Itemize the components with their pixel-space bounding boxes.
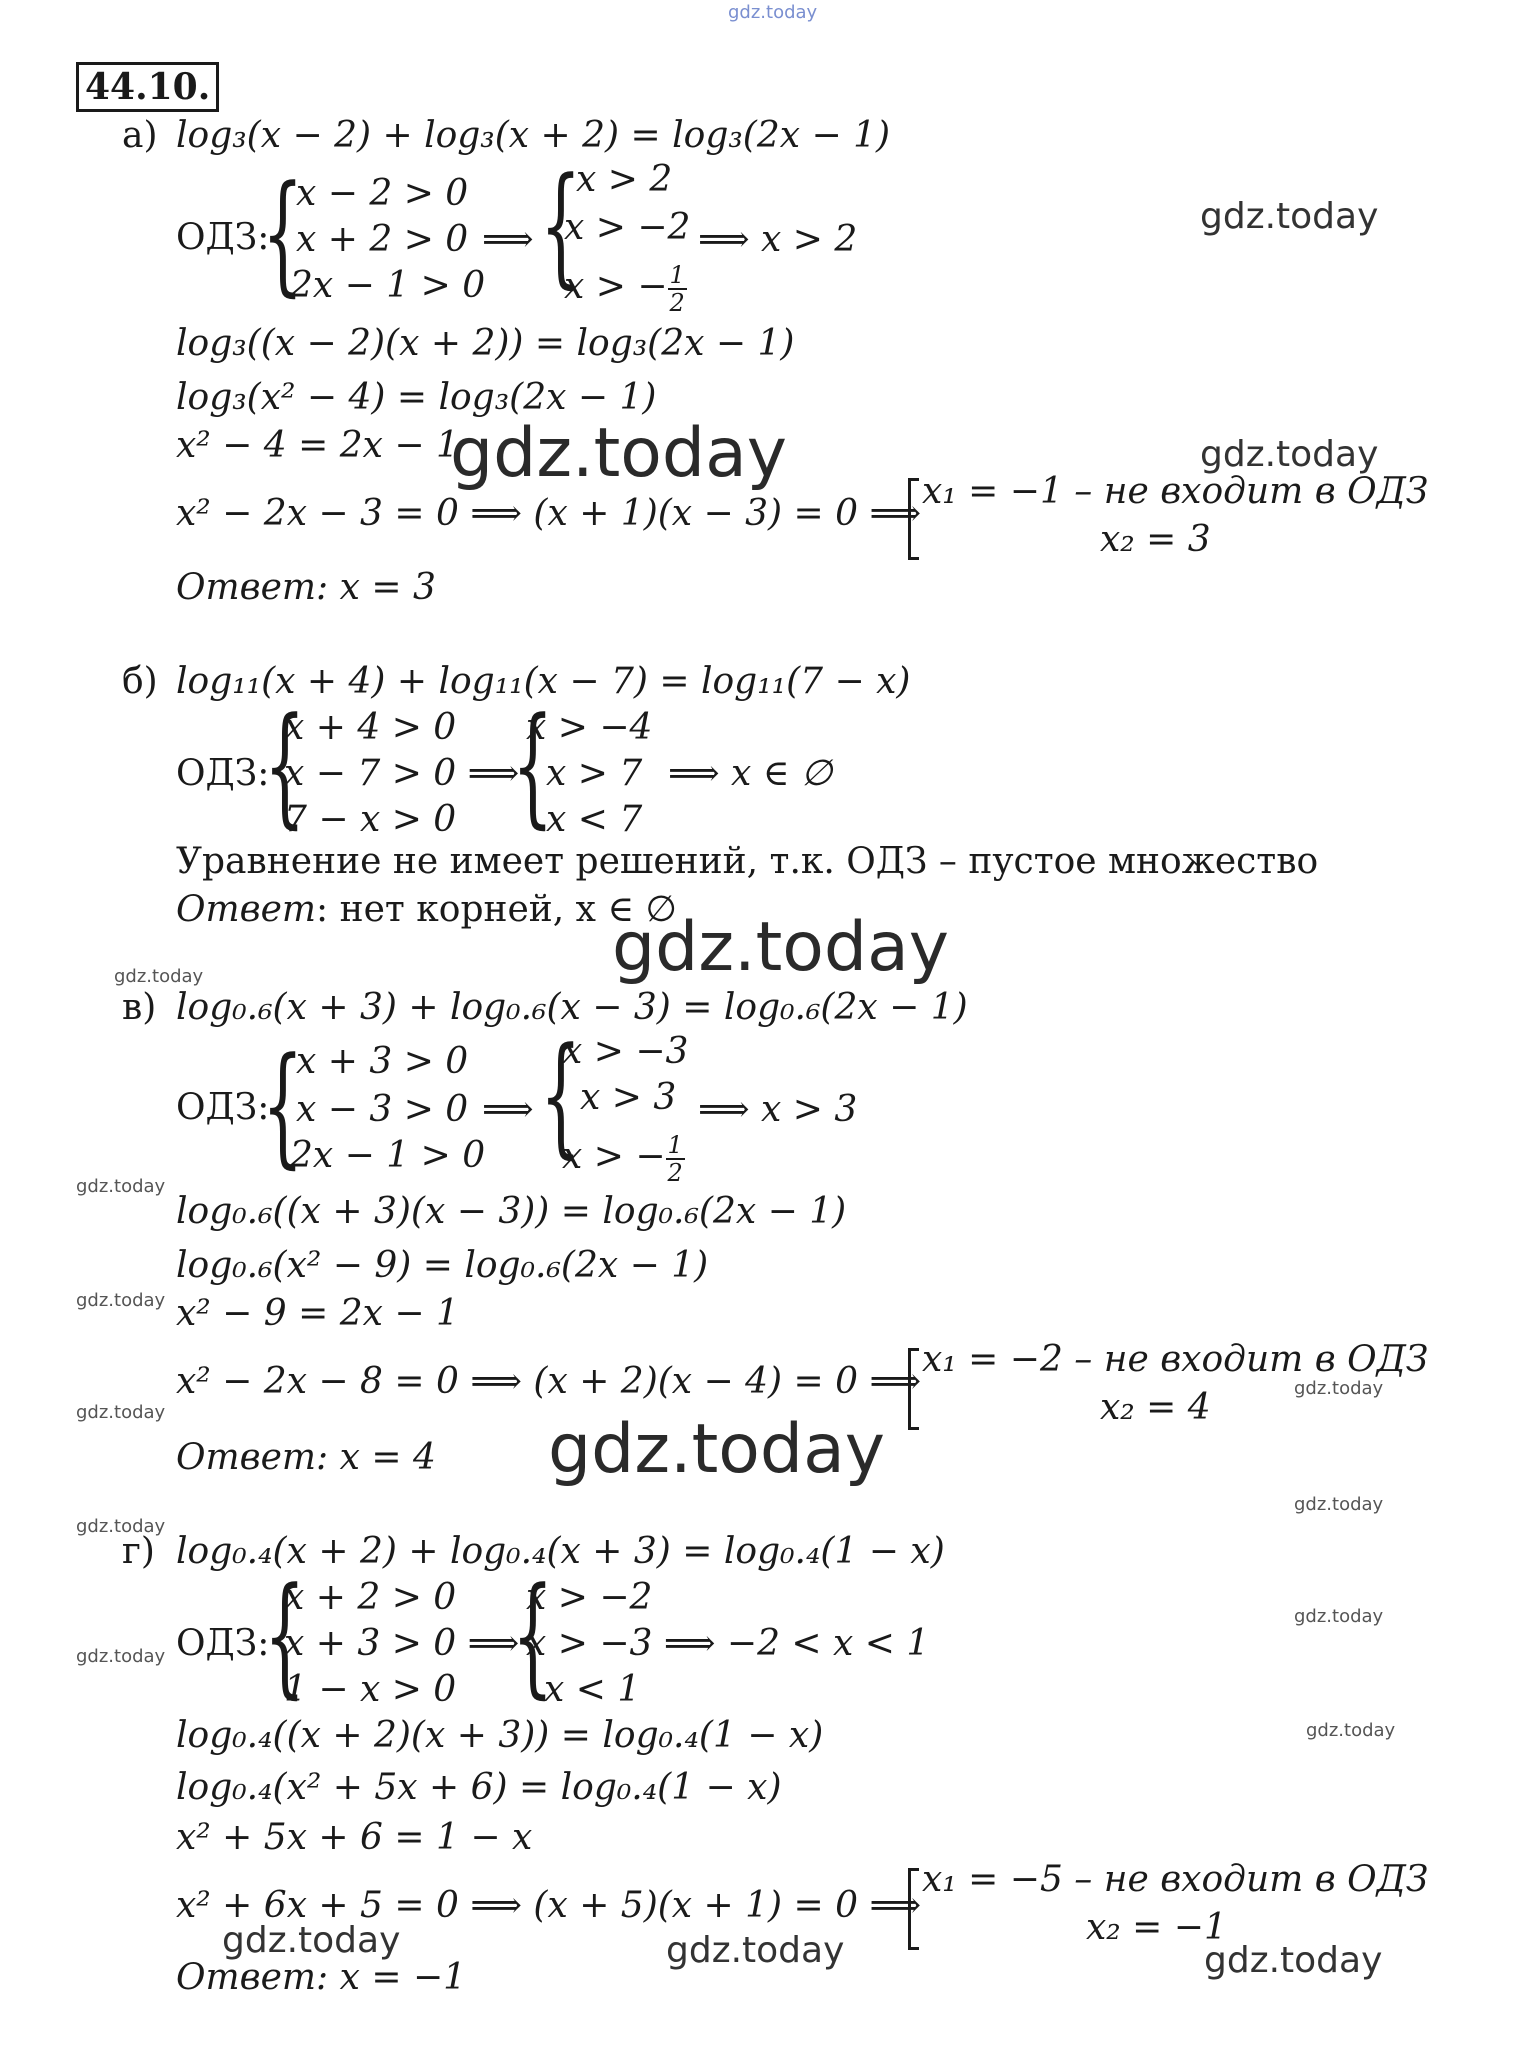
part-v-bracket [908, 1348, 919, 1430]
part-g-step4: x² + 6x + 5 = 0 ⟹ (x + 5)(x + 1) = 0 ⟹ [176, 1885, 922, 1926]
problem-number: 44.10. [76, 62, 219, 112]
part-b-sys1-line3: 7 − x > 0 [284, 799, 457, 840]
part-a-sys2-line3: x > − $\frac{1}{2}$ [564, 261, 685, 317]
watermark: gdz.today [76, 1516, 166, 1537]
watermark: gdz.today [76, 1646, 166, 1667]
watermark: gdz.today [612, 908, 949, 987]
part-g-bracket [908, 1868, 919, 1950]
part-a-root1: x₁ = −1 – не входит в ОДЗ [922, 471, 1429, 512]
part-a-sys1-line1: x − 2 > 0 [296, 173, 469, 214]
part-v-sys1-line1: x + 3 > 0 [296, 1041, 469, 1082]
watermark: gdz.today [114, 966, 204, 987]
part-a-answer: Ответ: x = 3 [176, 567, 436, 608]
part-a-sys2-line2: x > −2 [564, 207, 691, 248]
watermark-top: gdz.today [728, 2, 818, 23]
part-a-bracket [908, 478, 919, 560]
part-b-equation: log₁₁(x + 4) + log₁₁(x − 7) = log₁₁(7 − x) [176, 661, 911, 702]
part-a-sys1-line2: x + 2 > 0 [296, 219, 469, 260]
part-b-sys1-line2: x − 7 > 0 ⟹ [284, 753, 520, 794]
part-v-sys1-line3: 2x − 1 > 0 [290, 1135, 486, 1176]
part-a-label: а) [122, 115, 158, 156]
part-v-root2: x₂ = 4 [1100, 1387, 1211, 1428]
part-g-sys2-line2: x > −3 ⟹ −2 < x < 1 [526, 1623, 930, 1664]
part-v-sys2-line2: x > 3 [580, 1077, 677, 1118]
part-b-brace-1: { [264, 689, 306, 841]
watermark: gdz.today [76, 1176, 166, 1197]
part-g-sys2-line3: x < 1 [544, 1669, 641, 1710]
part-g-sys2-line1: x > −2 [526, 1577, 653, 1618]
part-a-step4: x² − 2x − 3 = 0 ⟹ (x + 1)(x − 3) = 0 ⟹ [176, 493, 922, 534]
part-a-step1: log₃((x − 2)(x + 2)) = log₃(2x − 1) [176, 323, 795, 364]
part-a-sys1-line3: 2x − 1 > 0 [290, 265, 486, 306]
part-b-sys2-line1: x > −4 [526, 707, 653, 748]
watermark: gdz.today [450, 414, 787, 493]
part-v-label: в) [122, 987, 157, 1028]
part-v-sys-result: ⟹ x > 3 [698, 1089, 858, 1130]
part-v-odz-label: ОДЗ: [176, 1087, 270, 1128]
part-v-answer: Ответ: x = 4 [176, 1437, 436, 1478]
part-a-step2: log₃(x² − 4) = log₃(2x − 1) [176, 377, 657, 418]
part-b-sys-result: ⟹ x ∈ ∅ [668, 753, 833, 794]
watermark: gdz.today [76, 1402, 166, 1423]
part-b-sys1-line1: x + 4 > 0 [284, 707, 457, 748]
part-v-sys2-line3: x > − $\frac{1}{2}$ [562, 1131, 683, 1187]
part-v-arrow: ⟹ [482, 1089, 534, 1130]
part-b-label: б) [122, 661, 158, 702]
watermark: gdz.today [1200, 196, 1379, 237]
watermark: gdz.today [1294, 1606, 1384, 1627]
part-a-step3: x² − 4 = 2x − 1 [176, 425, 459, 466]
watermark: gdz.today [1294, 1494, 1384, 1515]
watermark: gdz.today [1306, 1720, 1396, 1741]
part-v-equation: log₀.₆(x + 3) + log₀.₆(x − 3) = log₀.₆(2x − 1) [176, 987, 968, 1028]
part-b-sys2-line3: x < 7 [546, 799, 643, 840]
part-g-equation: log₀.₄(x + 2) + log₀.₄(x + 3) = log₀.₄(1 − x) [176, 1531, 945, 1572]
watermark: gdz.today [1200, 434, 1379, 475]
part-b-answer: Ответ: нет корней, x ∈ ∅ [176, 889, 677, 930]
part-b-brace-2: { [512, 689, 554, 841]
part-v-brace-2: { [540, 1019, 582, 1171]
part-a-arrow: ⟹ [482, 219, 534, 260]
watermark: gdz.today [76, 1290, 166, 1311]
part-v-sys1-line2: x − 3 > 0 [296, 1089, 469, 1130]
watermark: gdz.today [666, 1930, 845, 1971]
part-g-root1: x₁ = −5 – не входит в ОДЗ [922, 1859, 1429, 1900]
part-a-sys-result: ⟹ x > 2 [698, 219, 858, 260]
part-v-sys2-line1: x > −3 [562, 1031, 689, 1072]
part-v-step4: x² − 2x − 8 = 0 ⟹ (x + 2)(x − 4) = 0 ⟹ [176, 1361, 922, 1402]
part-a-root2: x₂ = 3 [1100, 519, 1211, 560]
part-a-sys2-line1: x > 2 [576, 159, 673, 200]
part-g-step3: x² + 5x + 6 = 1 − x [176, 1817, 533, 1858]
part-b-note: Уравнение не имеет решений, т.к. ОДЗ – пустое множество [176, 841, 1319, 882]
part-g-root2: x₂ = −1 [1086, 1907, 1227, 1948]
part-a-odz-label: ОДЗ: [176, 217, 270, 258]
part-b-odz-label: ОДЗ: [176, 753, 270, 794]
part-g-sys1-line3: 1 − x > 0 [284, 1669, 457, 1710]
watermark: gdz.today [1294, 1378, 1384, 1399]
part-g-sys1-line2: x + 3 > 0 ⟹ [284, 1623, 520, 1664]
part-g-brace-2: { [512, 1559, 554, 1711]
part-a-brace-2: { [540, 149, 582, 301]
part-g-odz-label: ОДЗ: [176, 1623, 270, 1664]
part-v-step1: log₀.₆((x + 3)(x − 3)) = log₀.₆(2x − 1) [176, 1191, 847, 1232]
part-a-equation: log₃(x − 2) + log₃(x + 2) = log₃(2x − 1) [176, 115, 891, 156]
watermark: gdz.today [1204, 1940, 1383, 1981]
part-v-step2: log₀.₆(x² − 9) = log₀.₆(2x − 1) [176, 1245, 709, 1286]
part-g-answer: Ответ: x = −1 [176, 1957, 467, 1998]
part-g-step2: log₀.₄(x² + 5x + 6) = log₀.₄(1 − x) [176, 1767, 782, 1808]
part-g-brace-1: { [264, 1559, 306, 1711]
part-b-sys2-line2: x > 7 [546, 753, 643, 794]
part-v-step3: x² − 9 = 2x − 1 [176, 1293, 459, 1334]
part-g-label: г) [122, 1531, 155, 1572]
part-g-step1: log₀.₄((x + 2)(x + 3)) = log₀.₄(1 − x) [176, 1715, 824, 1756]
watermark: gdz.today [548, 1410, 885, 1489]
watermark: gdz.today [222, 1920, 401, 1961]
part-v-root1: x₁ = −2 – не входит в ОДЗ [922, 1339, 1429, 1380]
part-a-brace-1: { [262, 157, 304, 309]
part-g-sys1-line1: x + 2 > 0 [284, 1577, 457, 1618]
part-v-brace-1: { [262, 1029, 304, 1181]
